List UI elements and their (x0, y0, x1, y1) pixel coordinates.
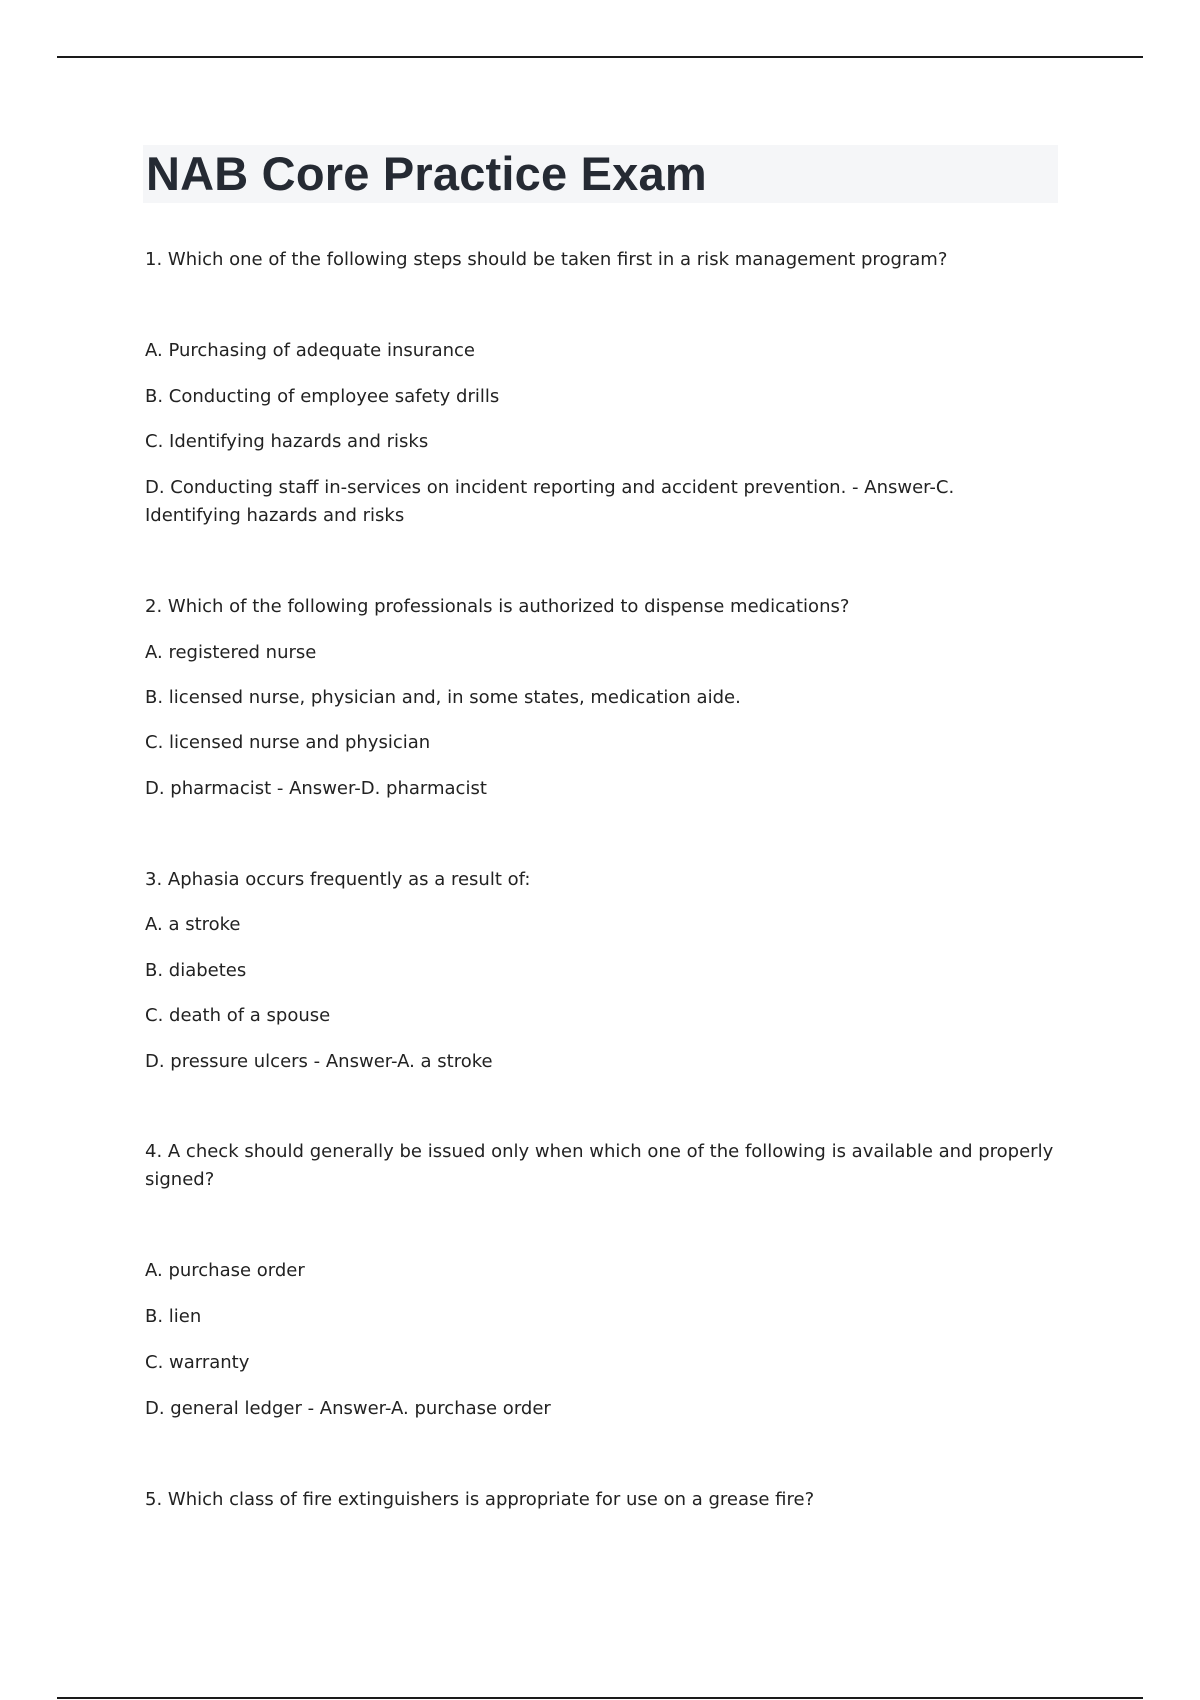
question-text: 5. Which class of fire extinguishers is appropriate for use on a grease fire? (145, 1489, 815, 1510)
page-title: NAB Core Practice Exam (146, 147, 707, 200)
answer-option: A. registered nurse (145, 642, 317, 663)
answer-option: A. purchase order (145, 1260, 305, 1281)
answer-option: A. Purchasing of adequate insurance (145, 340, 475, 361)
question-text: 3. Aphasia occurs frequently as a result of: (145, 869, 531, 890)
answer-option: C. warranty (145, 1352, 250, 1373)
question-text: 1. Which one of the following steps should be taken first in a risk management program? (145, 249, 948, 270)
answer-option: C. death of a spouse (145, 1005, 331, 1026)
answer-option: A. a stroke (145, 914, 241, 935)
question-text: 4. A check should generally be issued only when which one of the following is available and properly signed? (145, 1141, 1054, 1190)
answer-option: C. licensed nurse and physician (145, 732, 431, 753)
answer-option: B. licensed nurse, physician and, in some states, medication aide. (145, 687, 741, 708)
answer-option: D. pharmacist - Answer-D. pharmacist (145, 778, 487, 799)
answer-option: B. lien (145, 1306, 202, 1327)
answer-option: D. pressure ulcers - Answer-A. a stroke (145, 1051, 493, 1072)
answer-option: D. general ledger - Answer-A. purchase order (145, 1398, 551, 1419)
answer-option: B. Conducting of employee safety drills (145, 386, 500, 407)
answer-option: D. Conducting staff in-services on incident reporting and accident prevention. - Answer-C. Identifying hazards and risks (145, 477, 955, 526)
top-rule (57, 56, 1143, 58)
answer-option: C. Identifying hazards and risks (145, 431, 429, 452)
answer-option: B. diabetes (145, 960, 247, 981)
bottom-rule (57, 1697, 1143, 1699)
question-text: 2. Which of the following professionals is authorized to dispense medications? (145, 596, 850, 617)
